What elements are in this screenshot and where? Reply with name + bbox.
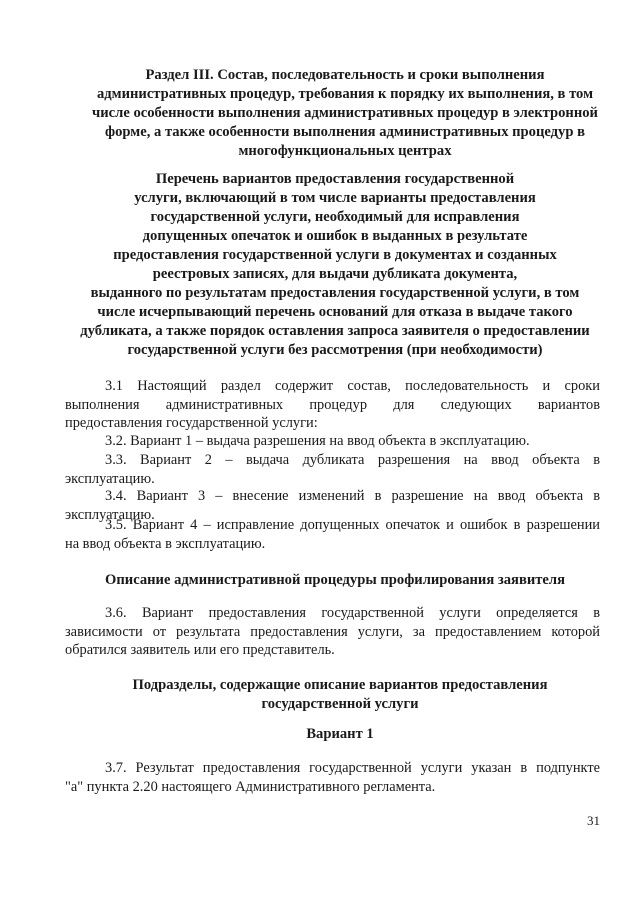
paragraph-line: предоставления государственной услуги:	[65, 415, 318, 431]
paragraph-3-3	[65, 451, 600, 488]
section-title	[80, 66, 610, 161]
list-title	[70, 170, 600, 360]
section-title-line: Раздел III. Состав, последовательность и сроки выполнения	[145, 67, 545, 83]
variant-1-title	[80, 725, 600, 744]
paragraph-line: на ввод объекта в эксплуатацию.	[65, 535, 266, 552]
paragraph-line: 3.6. Вариант предоставления государственной услуги определяется в	[105, 605, 600, 621]
subsections-title-line: Подразделы, содержащие описание вариантов предоставления	[132, 677, 548, 693]
paragraph-3-5	[65, 516, 600, 553]
paragraph-line: 3.1 Настоящий раздел содержит состав, последовательность и сроки	[105, 378, 600, 394]
list-title-line: государственной услуги без рассмотрения (при необходимости)	[127, 342, 543, 358]
profiling-title-line: Описание административной процедуры профилирования заявителя	[105, 572, 565, 588]
list-title-line: предоставления государственной услуги в документах и созданных	[113, 247, 557, 263]
paragraph-3-1	[65, 377, 600, 433]
subsections-title-line: государственной услуги	[261, 696, 419, 712]
paragraph-3-2	[65, 432, 600, 451]
list-title-line: услуги, включающий в том числе варианты предоставления	[134, 190, 536, 206]
paragraph-line: эксплуатацию.	[65, 506, 155, 523]
list-title-line: выданного по результатам предоставления государственной услуги, в том	[90, 285, 580, 301]
paragraph-3-6	[65, 604, 600, 660]
section-title-line: числе особенности выполнения административных процедур в электронной	[92, 105, 598, 121]
section-title-line: форме, а также особенности выполнения административных процедур в	[105, 124, 585, 140]
list-title-line: Перечень вариантов предоставления государственной	[155, 171, 515, 187]
list-title-line: числе исчерпывающий перечень оснований для отказа в выдаче такого	[97, 304, 573, 320]
paragraph-3-7	[65, 759, 600, 796]
paragraph-line: "а" пункта 2.20 настоящего Административного регламента.	[65, 778, 436, 795]
subsections-title	[80, 676, 600, 714]
list-title-line: допущенных опечаток и ошибок в выданных в результате	[142, 228, 528, 244]
paragraph-line: 3.2. Вариант 1 – выдача разрешения на ввод объекта в эксплуатацию.	[105, 433, 530, 449]
paragraph-line: выполнения административных процедур для следующих вариантов	[65, 396, 600, 413]
paragraph-line: 3.3. Вариант 2 – выдача дубликата разрешения на ввод объекта в	[105, 452, 600, 468]
profiling-title	[65, 571, 605, 590]
variant-1-title-line: Вариант 1	[306, 726, 374, 742]
section-title-line: административных процедур, требования к порядку их выполнения, в том	[96, 86, 594, 102]
paragraph-line: 3.5. Вариант 4 – исправление допущенных опечаток и ошибок в разрешении	[105, 517, 600, 533]
paragraph-line: эксплуатацию.	[65, 470, 155, 487]
paragraph-line: 3.7. Результат предоставления государственной услуги указан в подпункте	[105, 760, 600, 776]
page-number: 31	[587, 813, 600, 828]
list-title-line: дубликата, а также порядок оставления запроса заявителя о предоставлении	[80, 323, 590, 339]
section-title-line: многофункциональных центрах	[238, 143, 452, 159]
paragraph-line: 3.4. Вариант 3 – внесение изменений в разрешение на ввод объекта в	[105, 488, 600, 504]
list-title-line: государственной услуги, необходимый для исправления	[150, 209, 520, 225]
paragraph-line: зависимости от результата предоставления услуги, за предоставлением которой	[65, 623, 600, 640]
list-title-line: реестровых записях, для выдачи дубликата документа,	[152, 266, 518, 282]
paragraph-line: обратился заявитель или его представитель.	[65, 642, 335, 658]
